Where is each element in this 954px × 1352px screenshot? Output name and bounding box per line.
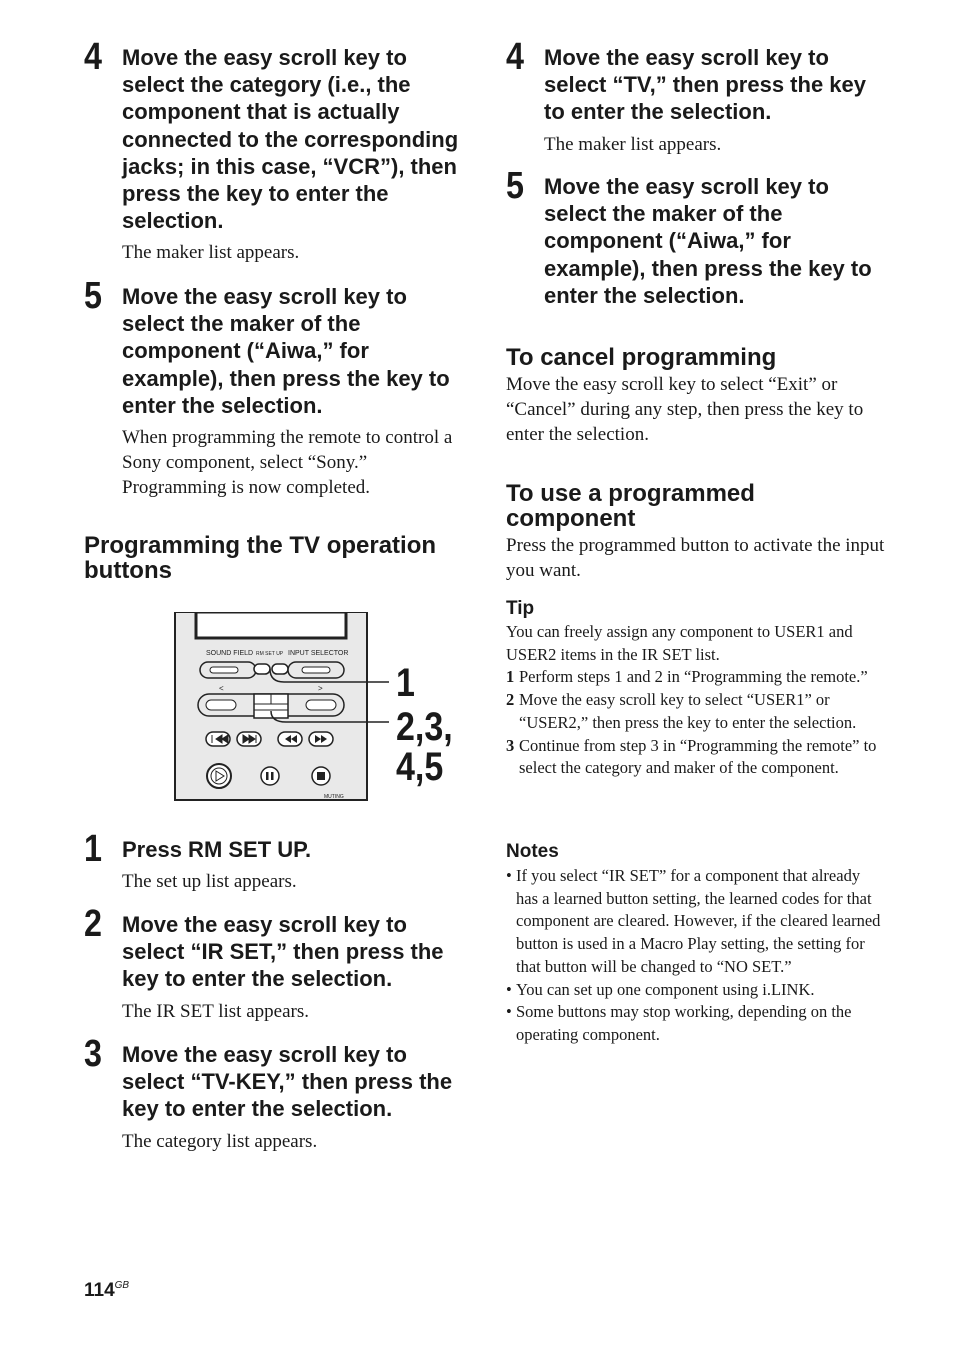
tip-item-number: 3 xyxy=(506,735,515,755)
page-number xyxy=(84,1280,129,1302)
step-body: The IR SET list appears. xyxy=(122,1000,309,1022)
tip-intro: You can freely assign any component to USER1 and USER2 items in the IR SET list. xyxy=(506,622,853,664)
left-arrow-label: < xyxy=(219,684,224,693)
bullet-icon: • xyxy=(506,866,512,885)
callout-2: 2,3, xyxy=(396,705,453,749)
step-number: 5 xyxy=(84,275,102,317)
note-item xyxy=(506,1001,886,1046)
cancel-body: Move the easy scroll key to select “Exit” or “Cancel” during any step, then press the key to enter the selection. xyxy=(506,374,864,445)
bullet-icon: • xyxy=(506,1002,512,1022)
tip-item-number: 1 xyxy=(506,667,515,687)
note-item xyxy=(506,979,886,1002)
left-step-1 xyxy=(84,828,464,894)
callout-1: 1 xyxy=(396,661,415,705)
step-heading: Move the easy scroll key to select “TV-KEY,” then press the key to enter the selection. xyxy=(122,1042,453,1122)
notes-block xyxy=(506,865,886,1047)
step-heading: Move the easy scroll key to select the maker of the component (“Aiwa,” for example), then press the key to enter the selection. xyxy=(122,284,450,418)
use-title: To use a programmed component xyxy=(506,480,755,532)
note-item xyxy=(506,865,886,979)
step-number: 5 xyxy=(506,165,524,207)
input-selector-label: INPUT SELECTOR xyxy=(288,650,349,657)
sound-field-label: SOUND FIELD xyxy=(206,650,254,657)
rm-set-up-button[interactable] xyxy=(254,664,270,674)
callout-3: 4,5 xyxy=(396,745,444,789)
page-number-value: 114 xyxy=(84,1280,115,1301)
step-heading: Move the easy scroll key to select the maker of the component (“Aiwa,” for example), then press the key to enter the selection. xyxy=(544,174,872,308)
tip-title: Tip xyxy=(506,598,535,619)
rm-set-up-label: RM SET UP xyxy=(256,651,284,657)
bullet-icon: • xyxy=(506,979,512,999)
small-button[interactable] xyxy=(272,664,288,674)
use-body: Press the programmed button to activate the input you want. xyxy=(506,535,885,581)
remote-figure xyxy=(174,612,474,802)
step-number: 2 xyxy=(84,903,102,945)
step-number: 1 xyxy=(84,828,102,870)
tip-item-text: Perform steps 1 and 2 in “Programming the remote.” xyxy=(519,667,868,687)
cancel-title: To cancel programming xyxy=(506,344,777,371)
step-body: When programming the remote to control a Sony component, select “Sony.” Programming is now completed. xyxy=(122,427,453,499)
page-suffix: GB xyxy=(114,1280,130,1291)
step-heading: Press RM SET UP. xyxy=(122,837,312,862)
tip-item-number: 2 xyxy=(506,690,515,710)
step-body: The maker list appears. xyxy=(544,133,722,155)
step-number: 4 xyxy=(506,36,524,78)
right-step-5 xyxy=(506,165,886,309)
tip-item-text: Continue from step 3 in “Programming the remote” to select the category and maker of the component. xyxy=(519,735,877,778)
step-heading: Move the easy scroll key to select the category (i.e., the component that is actually connected to the corresponding jacks; in this case, “VCR”), then press the key to enter the selection. xyxy=(122,45,459,234)
left-step-5 xyxy=(84,275,464,500)
tip-item xyxy=(506,666,886,689)
step-number: 4 xyxy=(84,36,102,78)
right-step-4 xyxy=(506,36,886,157)
left-step-3 xyxy=(84,1033,464,1154)
left-step-2 xyxy=(84,903,464,1024)
step-body: The maker list appears. xyxy=(122,242,300,264)
note-text: You can set up one component using i.LINK. xyxy=(516,979,815,999)
step-body: The set up list appears. xyxy=(122,871,297,893)
left-step-4 xyxy=(84,36,464,265)
tip-item-text: Move the easy scroll key to select “USER1” or “USER2,” then press the key to enter the selection. xyxy=(519,690,857,732)
step-body: The category list appears. xyxy=(122,1130,318,1152)
step-heading: Move the easy scroll key to select “TV,” then press the key to enter the selection. xyxy=(544,45,866,125)
muting-label: MUTING xyxy=(324,794,344,800)
note-text: Some buttons may stop working, depending on the operating component. xyxy=(516,1002,852,1044)
step-heading: Move the easy scroll key to select “IR SET,” then press the key to enter the selection. xyxy=(122,912,444,992)
section-title: Programming the TV operation buttons xyxy=(84,532,437,584)
note-text: If you select “IR SET” for a component that already has a learned button setting, the learned codes for that component are cleared. However, if the cleared learned button is used in a Macro Play setting, the setting for that button will be changed to “NO SET.” xyxy=(516,866,881,976)
tip-item xyxy=(506,689,886,734)
step-number: 3 xyxy=(84,1033,102,1075)
tip-block xyxy=(506,621,886,780)
tip-item xyxy=(506,735,886,780)
right-arrow-label: > xyxy=(318,684,323,693)
notes-title: Notes xyxy=(506,841,559,862)
